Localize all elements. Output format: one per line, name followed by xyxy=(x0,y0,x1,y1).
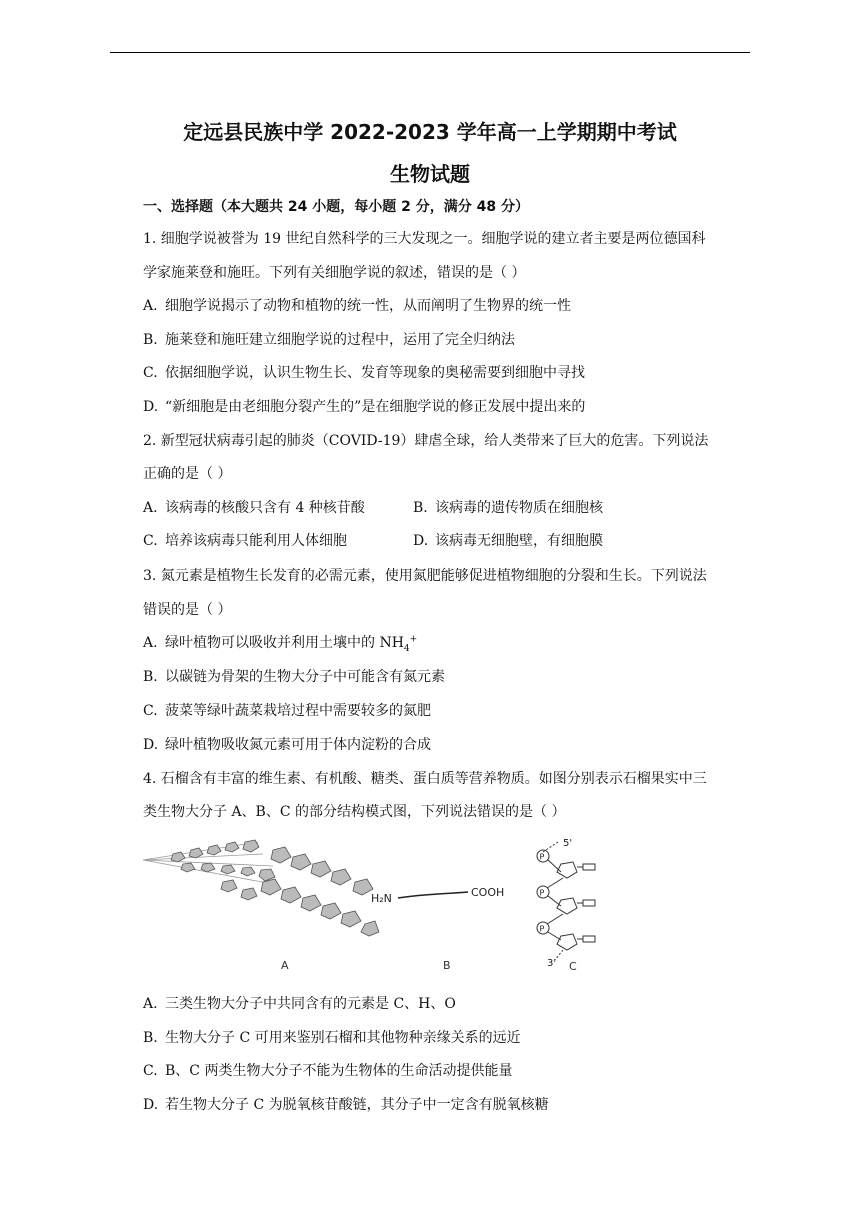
figure-a-polysaccharide xyxy=(143,840,379,936)
q4-option-d xyxy=(143,1094,549,1114)
q4-stem-line1: 4. 石榴含有丰富的维生素、有机酸、糖类、蛋白质等营养物质。如图分别表示石榴果实中三 xyxy=(143,771,707,787)
option-text: 绿叶植物吸收氮元素可用于体内淀粉的合成 xyxy=(165,737,431,753)
q2-stem-line2: 正确的是（ ） xyxy=(143,466,232,482)
option-label: A. xyxy=(143,635,158,651)
option-text: 依据细胞学说，认识生物生长、发育等现象的奥秘需要到细胞中寻找 xyxy=(165,365,585,381)
option-label: B. xyxy=(413,500,428,516)
option-text: 施莱登和施旺建立细胞学说的过程中，运用了完全归纳法 xyxy=(165,332,515,348)
option-text: 细胞学说揭示了动物和植物的统一性，从而阐明了生物界的统一性 xyxy=(165,298,571,314)
q1-stem-line2: 学家施莱登和施旺。下列有关细胞学说的叙述，错误的是（ ） xyxy=(143,265,526,281)
q2-option-d xyxy=(413,530,603,550)
option-label: D. xyxy=(143,1097,159,1113)
option-text: 三类生物大分子中共同含有的元素是 C、H、O xyxy=(165,996,456,1012)
exam-title: 定远县民族中学 2022-2023 学年高一上学期期中考试 xyxy=(183,120,677,144)
option-text: 该病毒的遗传物质在细胞核 xyxy=(435,500,603,516)
section-heading: 一、选择题（本大题共 24 小题，每小题 2 分，满分 48 分） xyxy=(143,199,529,215)
option-label: B. xyxy=(143,669,158,685)
q3-option-a xyxy=(143,632,417,654)
exam-subtitle: 生物试题 xyxy=(390,162,470,186)
option-label: C. xyxy=(143,533,158,549)
option-label: A. xyxy=(143,996,158,1012)
option-text: 该病毒无细胞壁，有细胞膜 xyxy=(435,533,603,549)
q3-option-c xyxy=(143,700,431,720)
option-label: A. xyxy=(143,500,158,516)
q2-stem-line1: 2. 新型冠状病毒引起的肺炎（COVID-19）肆虐全球，给人类带来了巨大的危害。下列说法 xyxy=(143,433,709,449)
q1-option-a xyxy=(143,295,571,315)
figure-c-phosphate: P xyxy=(539,852,545,862)
macromolecule-figure xyxy=(143,832,613,980)
option-label: B. xyxy=(143,332,158,348)
option-text: 绿叶植物可以吸收并利用土壤中的 NH xyxy=(165,635,404,651)
ion-superscript: + xyxy=(409,634,418,645)
q2-option-b xyxy=(413,497,603,517)
option-text: 生物大分子 C 可用来鉴别石榴和其他物种亲缘关系的远近 xyxy=(165,1030,521,1046)
option-text: 菠菜等绿叶蔬菜栽培过程中需要较多的氮肥 xyxy=(165,703,431,719)
q4-option-b xyxy=(143,1027,521,1047)
option-label: D. xyxy=(413,533,429,549)
figure-c-five-prime: 5' xyxy=(563,838,573,849)
figure-c-phosphate: P xyxy=(539,888,545,898)
q2-option-a xyxy=(143,497,365,517)
figure-c-three-prime: 3' xyxy=(547,958,557,969)
q3-option-d xyxy=(143,734,431,754)
option-label: C. xyxy=(143,1063,158,1079)
q4-stem-line2: 类生物大分子 A、B、C 的部分结构模式图，下列说法错误的是（ ） xyxy=(143,804,566,820)
q3-option-b xyxy=(143,666,445,686)
option-text: 该病毒的核酸只含有 4 种核苷酸 xyxy=(165,500,365,516)
header-rule xyxy=(110,52,750,53)
q1-option-d xyxy=(143,396,585,416)
option-label: C. xyxy=(143,703,158,719)
q2-option-c xyxy=(143,530,347,550)
option-text: “新细胞是由老细胞分裂产生的”是在细胞学说的修正发展中提出来的 xyxy=(165,399,586,415)
q1-option-c xyxy=(143,362,585,382)
q4-option-a xyxy=(143,993,456,1013)
q3-stem-line2: 错误的是（ ） xyxy=(143,602,232,618)
q1-stem-line1: 1. 细胞学说被誉为 19 世纪自然科学的三大发现之一。细胞学说的建立者主要是两位德国科 xyxy=(143,231,706,247)
figure-c-nucleic-acid xyxy=(537,838,595,969)
option-label: C. xyxy=(143,365,158,381)
option-label: D. xyxy=(143,399,159,415)
option-text: 培养该病毒只能利用人体细胞 xyxy=(165,533,347,549)
figure-label-a: A xyxy=(281,959,289,972)
option-text: 以碳链为骨架的生物大分子中可能含有氮元素 xyxy=(165,669,445,685)
figure-b-carboxyl-end: COOH xyxy=(471,886,505,899)
option-label: A. xyxy=(143,298,158,314)
option-text: B、C 两类生物大分子不能为生物体的生命活动提供能量 xyxy=(165,1063,513,1079)
option-label: D. xyxy=(143,737,159,753)
figure-label-c: C xyxy=(569,960,577,973)
q1-option-b xyxy=(143,329,515,349)
figure-b-amino-end: H₂N xyxy=(371,892,392,905)
figure-c-phosphate: P xyxy=(539,924,545,934)
ion-subscript: 4 xyxy=(403,643,410,654)
option-text: 若生物大分子 C 为脱氧核苷酸链，其分子中一定含有脱氧核糖 xyxy=(165,1097,549,1113)
option-label: B. xyxy=(143,1030,158,1046)
figure-label-b: B xyxy=(443,959,451,972)
q4-option-c xyxy=(143,1060,512,1080)
figure-b-polypeptide xyxy=(371,886,504,905)
q3-stem-line1: 3. 氮元素是植物生长发育的必需元素，使用氮肥能够促进植物细胞的分裂和生长。下列说法 xyxy=(143,568,707,584)
